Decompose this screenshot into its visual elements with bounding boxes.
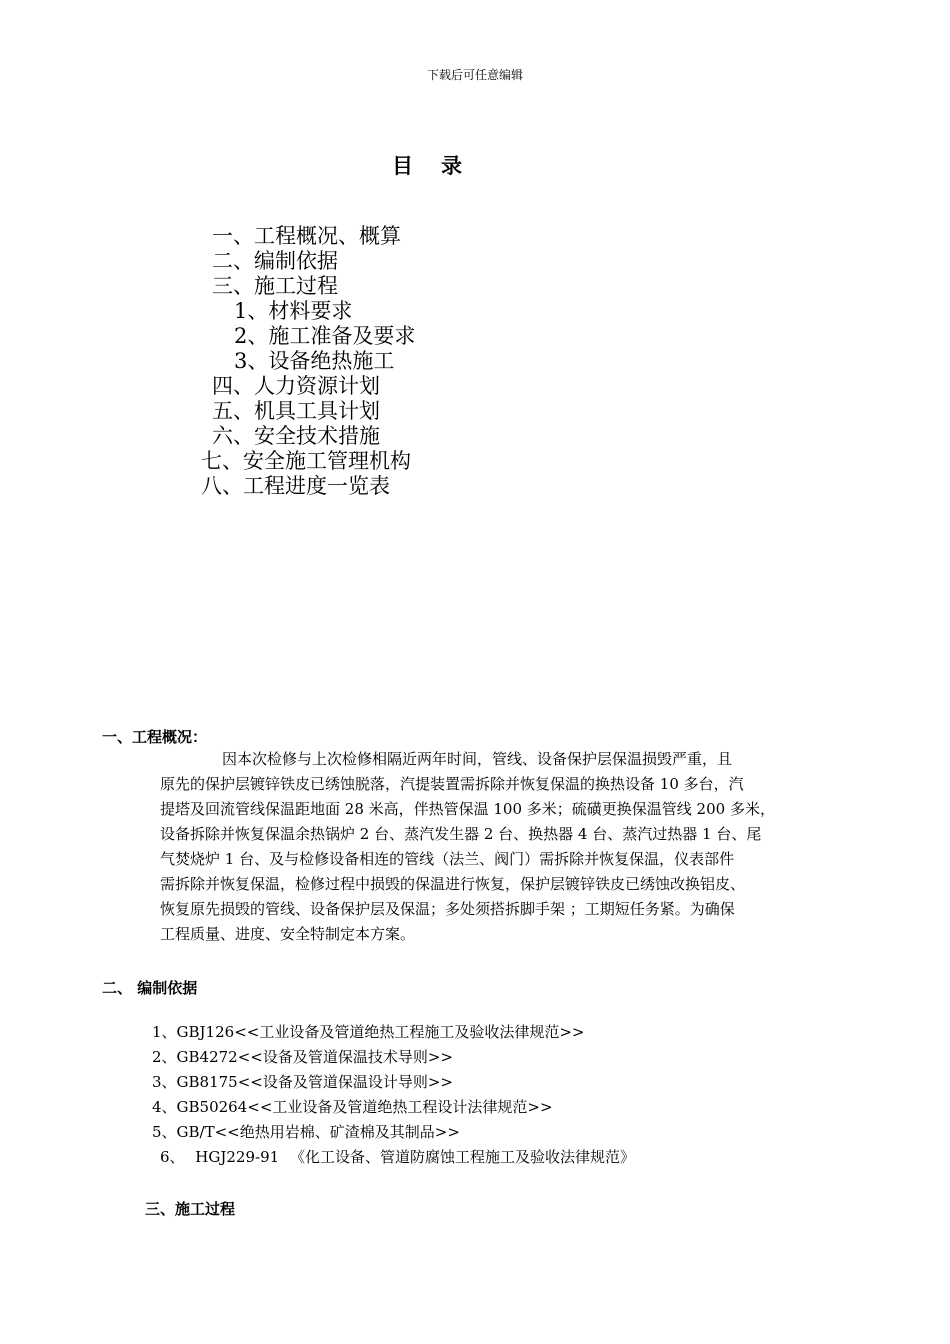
reference-item: 6、 HGJ229-91 《化工设备、管道防腐蚀工程施工及验收法律规范》 [160,1148,635,1166]
toc-subitem: 3、设备绝热施工 [234,349,395,373]
reference-item: 4、GB50264<<工业设备及管道绝热工程设计法律规范>> [152,1098,553,1116]
paragraph-line: 设备拆除并恢复保温余热锅炉 2 台、蒸汽发生器 2 台、换热器 4 台、蒸汽过热器 1 台、尾 [160,825,762,843]
toc-title [392,150,462,180]
toc-item: 八、工程进度一览表 [201,474,390,498]
toc-item: 二、编制依据 [212,249,338,273]
toc-item: 五、机具工具计划 [212,399,380,423]
paragraph-line: 提塔及回流管线保温距地面 28 米高，伴热管保温 100 多米；硫磺更换保温管线 200 多米， [160,800,775,818]
paragraph-line: 需拆除并恢复保温，检修过程中损毁的保温进行恢复，保护层镀锌铁皮已绣蚀改换铝皮、 [160,875,746,893]
paragraph-line: 因本次检修与上次检修相隔近两年时间，管线、设备保护层保温损毁严重，且 [222,750,733,768]
paragraph-line: 原先的保护层镀锌铁皮已绣蚀脱落，汽提装置需拆除并恢复保温的换热设备 10 多台，汽 [160,775,744,793]
reference-item: 2、GB4272<<设备及管道保温技术导则>> [152,1048,453,1066]
toc-subitem: 2、施工准备及要求 [234,324,416,348]
toc-item: 七、安全施工管理机构 [201,449,411,473]
section-heading-basis: 二、 编制依据 [102,979,198,997]
toc-item: 三、施工过程 [212,274,338,298]
reference-item: 5、GB/T<<绝热用岩棉、矿渣棉及其制品>> [152,1123,460,1141]
section-heading-overview: 一、工程概况： [102,728,208,746]
toc-item: 一、工程概况、概算 [212,224,401,248]
paragraph-line: 恢复原先损毁的管线、设备保护层及保温；多处须搭拆脚手架 ；工期短任务紧。为确保 [160,900,735,918]
toc-item: 六、安全技术措施 [212,424,380,448]
reference-item: 3、GB8175<<设备及管道保温设计导则>> [152,1073,453,1091]
paragraph-line: 气焚烧炉 1 台、及与检修设备相连的管线（法兰、阀门）需拆除并恢复保温，仪表部件 [160,850,735,868]
toc-item: 四、人力资源计划 [212,374,380,398]
paragraph-line: 工程质量、进度、安全特制定本方案。 [160,925,416,943]
toc-title-char-2: 录 [441,153,462,178]
toc-title-char-1: 目 [392,153,413,178]
header-note: 下载后可任意编辑 [426,68,523,82]
toc-subitem: 1、材料要求 [234,299,353,323]
reference-item: 1、GBJ126<<工业设备及管道绝热工程施工及验收法律规范>> [152,1023,585,1041]
section-heading-process: 三、施工过程 [145,1200,236,1218]
